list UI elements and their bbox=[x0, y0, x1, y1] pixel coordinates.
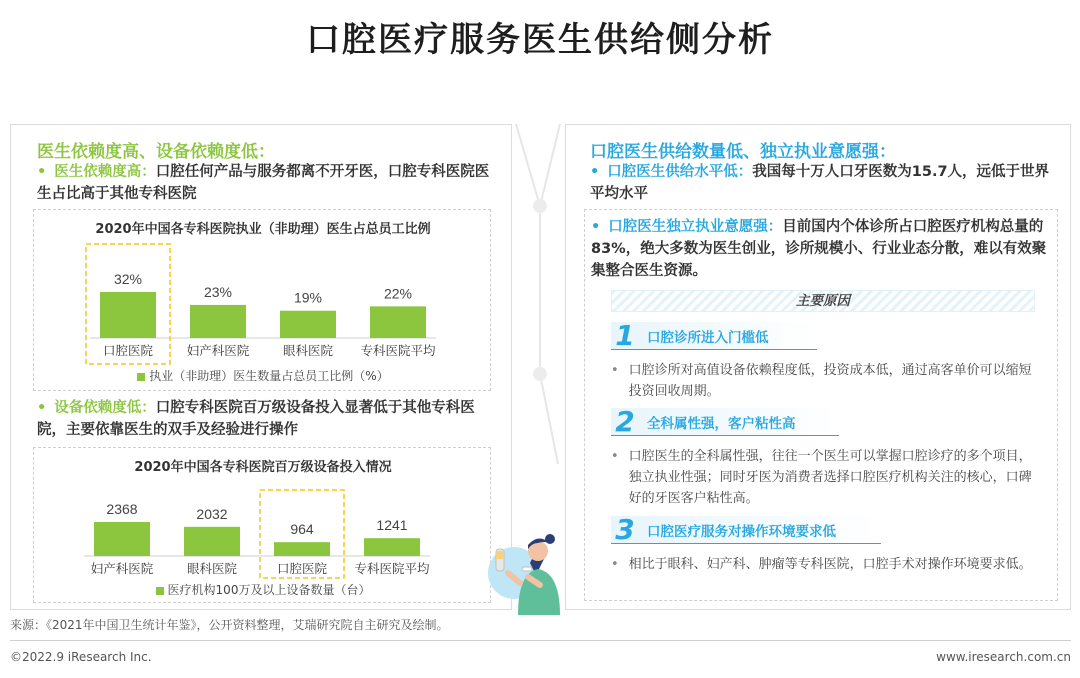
right-point-1 bbox=[590, 161, 1060, 205]
reason-number: 2 bbox=[615, 404, 635, 438]
reason-description: 口腔诊所对高值设备依赖程度低，投资成本低，通过高客单价可以缩短投资回收周期。 bbox=[628, 363, 1032, 399]
data-label: 19% bbox=[293, 289, 323, 306]
reason-2-text bbox=[611, 446, 1041, 509]
point-text: 口腔任何产品与服务都离不开牙医，口腔专科医院医生占比高于其他专科医院 bbox=[37, 164, 490, 202]
legend-swatch bbox=[156, 587, 164, 595]
reason-description: 相比于眼科、妇产科、肿瘤等专科医院，口腔手术对操作环境要求低。 bbox=[628, 557, 1032, 572]
category-label: 眼科医院 bbox=[186, 561, 238, 576]
reason-label: 口腔医疗服务对操作环境要求低 bbox=[647, 523, 836, 540]
bar bbox=[280, 311, 336, 338]
data-label: 2368 bbox=[106, 501, 138, 517]
right-panel bbox=[565, 124, 1071, 610]
bar bbox=[364, 538, 420, 556]
keyword-equipment-dependency: 设备依赖度低： bbox=[54, 400, 156, 416]
category-label: 专科医院平均 bbox=[360, 343, 436, 358]
bullet-dot: • bbox=[611, 363, 619, 378]
category-label: 口腔医院 bbox=[276, 561, 328, 576]
bar bbox=[190, 305, 246, 338]
reason-label: 口腔诊所进入门槛低 bbox=[647, 329, 769, 346]
reason-2-header bbox=[611, 404, 839, 438]
website-url: www.iresearch.com.cn bbox=[936, 650, 1071, 664]
keyword-supply-level: 口腔医生供给水平低： bbox=[607, 164, 753, 180]
reasons-title: 主要原因 bbox=[611, 290, 1035, 312]
chart-equipment bbox=[33, 447, 491, 603]
bullet-dot: • bbox=[591, 219, 601, 235]
reason-description: 口腔医生的全科属性强，往往一个医生可以掌握口腔诊疗的多个项目，独立执业性强；同时牙医为消费者选择口腔医疗机构关注的核心，口碑好的牙医客户粘性高。 bbox=[628, 449, 1032, 506]
bar bbox=[370, 306, 426, 338]
reason-1-header bbox=[611, 318, 817, 352]
bullet-dot: • bbox=[611, 557, 619, 572]
point-text: 目前国内个体诊所占口腔医疗机构总量的83%，绝大多数为医生创业，诊所规模小、行业业态分散，难以有效聚集整合医生资源。 bbox=[591, 219, 1047, 279]
chart-legend bbox=[34, 581, 492, 598]
category-label: 专科医院平均 bbox=[354, 561, 430, 576]
reason-1-text bbox=[611, 360, 1041, 402]
bullet-dot: • bbox=[37, 164, 47, 180]
source-note: 来源：《2021年中国卫生统计年鉴》，公开资料整理，艾瑞研究院自主研究及绘制。 bbox=[10, 618, 449, 632]
bar bbox=[94, 522, 150, 556]
independent-practice-box bbox=[584, 209, 1058, 601]
left-panel bbox=[10, 124, 512, 610]
reason-3-header bbox=[611, 512, 881, 546]
panel-connector bbox=[512, 124, 565, 464]
category-label: 眼科医院 bbox=[282, 343, 334, 358]
point-text: 口腔专科医院百万级设备投入显著低于其他专科医院，主要依靠医生的双手及经验进行操作 bbox=[37, 400, 475, 438]
keyword-independent-practice: 口腔医生独立执业意愿强： bbox=[608, 219, 783, 235]
chart-doctor-ratio-svg bbox=[34, 238, 492, 368]
data-label: 32% bbox=[113, 271, 143, 287]
reason-label: 全科属性强，客户粘性高 bbox=[647, 415, 796, 432]
bar bbox=[184, 527, 240, 556]
page-title: 口腔医疗服务医生供给侧分析 bbox=[306, 20, 774, 60]
reason-3-text bbox=[611, 554, 1041, 575]
left-heading: 医生依赖度高、设备依赖度低： bbox=[37, 142, 275, 162]
category-label: 妇产科医院 bbox=[90, 561, 154, 576]
legend-swatch bbox=[137, 373, 145, 381]
bullet-dot: • bbox=[37, 400, 47, 416]
legend-label: 执业（非助理）医生数量占总员工比例（%） bbox=[149, 369, 389, 383]
connector-node bbox=[533, 199, 547, 213]
left-point-1 bbox=[37, 161, 497, 205]
connector-node bbox=[533, 367, 547, 381]
bar bbox=[100, 292, 156, 338]
chart-title: 2020年中国各专科医院百万级设备投入情况 bbox=[134, 460, 392, 475]
data-label: 964 bbox=[290, 521, 314, 538]
left-point-2 bbox=[37, 397, 497, 441]
doctor-illustration bbox=[478, 515, 578, 615]
category-label: 妇产科医院 bbox=[186, 343, 250, 358]
bullet-dot: • bbox=[590, 164, 600, 180]
footer-divider bbox=[10, 640, 1071, 641]
right-heading: 口腔医生供给数量低、独立执业意愿强： bbox=[590, 142, 896, 162]
bullet-dot: • bbox=[611, 449, 619, 464]
data-label: 1241 bbox=[376, 517, 408, 534]
point-text: 我国每十万人口牙医数为15.7人，远低于世界平均水平 bbox=[590, 164, 1050, 202]
chart-equipment-svg bbox=[34, 474, 492, 580]
chart-legend bbox=[34, 367, 492, 384]
copyright: ©2022.9 iResearch Inc. bbox=[10, 650, 152, 664]
data-label: 23% bbox=[203, 283, 233, 300]
category-label: 口腔医院 bbox=[102, 343, 154, 358]
keyword-doctor-dependency: 医生依赖度高： bbox=[54, 164, 156, 180]
reason-number: 1 bbox=[615, 318, 635, 352]
chart-doctor-ratio bbox=[33, 209, 491, 391]
chart-title: 2020年中国各专科医院执业（非助理）医生占总员工比例 bbox=[95, 222, 431, 237]
right-point-2 bbox=[591, 216, 1051, 282]
data-label: 22% bbox=[383, 285, 413, 302]
reason-number: 3 bbox=[615, 512, 635, 546]
legend-label: 医疗机构100万及以上设备数量（台） bbox=[167, 583, 371, 597]
data-label: 2032 bbox=[196, 505, 228, 522]
bar bbox=[274, 542, 330, 556]
